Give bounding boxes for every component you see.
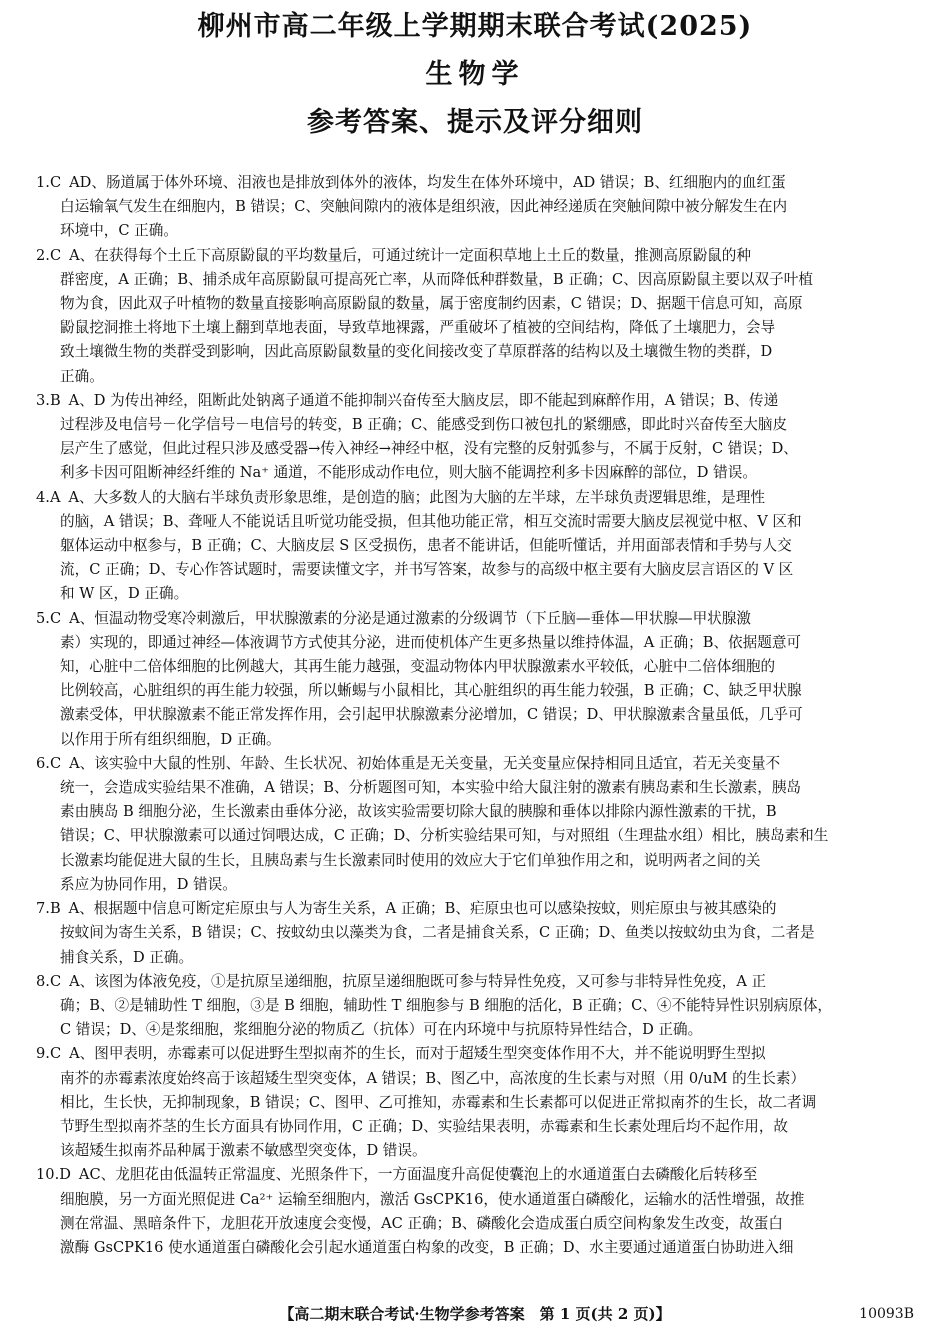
answer-line [36, 486, 914, 510]
explanation-text: 利多卡因可阻断神经纤维的 Na⁺ 通道，不能形成动作电位，则大脑不能调控利多卡因麻醉的部位，D 错误。 [60, 464, 757, 482]
explanation-text: 捕食关系，D 正确。 [60, 948, 194, 966]
answer-line [36, 849, 914, 873]
explanation-text: 鼢鼠挖洞推土将地下土壤上翻到草地表面，导致草地裸露，严重破坏了植被的空间结构，降低了土壤肥力，会导 [60, 319, 776, 337]
answer-line [36, 1018, 914, 1042]
answer-key: C [49, 1045, 62, 1063]
answer-line [36, 582, 914, 606]
question-number: 7. [36, 900, 50, 918]
explanation-text: AD、肠道属于体外环境、泪液也是排放到体外的液体，均发生在体外环境中，AD 错误；B、红细胞内的血红蛋 [69, 174, 786, 191]
answer-line [36, 728, 914, 752]
answer-line [36, 873, 914, 897]
answer-key: C [49, 174, 62, 191]
answer-key: C [49, 609, 62, 627]
answer-line [36, 824, 914, 848]
explanation-text: 激素受体，甲状腺激素不能正常发挥作用，会引起甲状腺激素分泌增加，C 错误；D、甲状腺激素含量虽低，几乎可 [60, 706, 803, 724]
answer-line [36, 679, 914, 703]
answer-line [36, 921, 914, 945]
answer-line [36, 994, 914, 1018]
explanation-text: 过程涉及电信号－化学信号－电信号的转变，B 正确；C、能感受到伤口被包扎的紧绷感，即此时兴奋传至大脑皮 [60, 416, 788, 434]
answer-item [36, 244, 914, 389]
explanation-text: A、根据题中信息可断定疟原虫与人为寄生关系，A 正确；B、疟原虫也可以感染按蚊，则疟原虫与被其感染的 [68, 900, 777, 918]
answer-line [36, 655, 914, 679]
answer-line [36, 340, 914, 364]
answer-line [36, 703, 914, 727]
page-footer [0, 1300, 950, 1328]
explanation-text: 物为食，因此双子叶植物的数量直接影响高原鼢鼠的数量，属于密度制约因素，C 错误；D、据题干信息可知，高原 [60, 295, 803, 313]
explanation-text: 节野生型拟南芥茎的生长方面具有协同作用，C 正确；D、实验结果表明，赤霉素和生长素处理后均不起作用，故 [60, 1117, 789, 1135]
answer-line [36, 1042, 914, 1066]
question-number: 2. [36, 246, 50, 264]
explanation-text: A、恒温动物受寒冷刺激后，甲状腺激素的分泌是通过激素的分级调节（下丘脑—垂体—甲状腺—甲状腺激 [69, 609, 751, 627]
explanation-text: 层产生了感觉，但此过程只涉及感受器→传入神经→神经中枢，没有完整的反射弧参与，不属于反射，C 错误；D、 [60, 440, 798, 458]
answer-line [36, 1115, 914, 1139]
subject-title: 生物学 [425, 59, 525, 90]
answer-line [36, 607, 914, 631]
explanation-text: 确；B、②是辅助性 T 细胞，③是 B 细胞，辅助性 T 细胞参与 B 细胞的活化，B 正确；C、④不能特异性识别病原体， [60, 996, 833, 1014]
answer-line [36, 437, 914, 461]
explanation-text: 正确。 [60, 367, 104, 385]
explanation-text: 躯体运动中枢参与，B 正确；C、大脑皮层 S 区受损伤，患者不能讲话，但能听懂话，并用面部表情和手势与人交 [60, 537, 792, 555]
answer-line [36, 631, 914, 655]
answer-key: C [49, 972, 62, 990]
answer-line [36, 897, 914, 921]
answer-item [36, 752, 914, 897]
answer-line [36, 946, 914, 970]
answer-line [36, 1091, 914, 1115]
explanation-text: 统一，会造成实验结果不准确，A 错误；B、分析题图可知，本实验中给大鼠注射的激素有胰岛素和生长激素，胰岛 [60, 779, 802, 797]
explanation-text: 群密度，A 正确；B、捕杀成年高原鼢鼠可提高死亡率，从而降低种群数量，B 正确；C、因高原鼢鼠主要以双子叶植 [60, 270, 813, 288]
answer-line [36, 970, 914, 994]
question-number: 5. [36, 609, 50, 627]
answer-item [36, 389, 914, 486]
answer-key: B [49, 391, 61, 409]
answer-item [36, 1042, 914, 1163]
explanation-text: 环境中，C 正确。 [60, 222, 178, 240]
answer-key: D [59, 1166, 71, 1184]
explanation-text: 比例较高，心脏组织的再生能力较强，所以蜥蜴与小鼠相比，其心脏组织的再生能力较强，B 正确；C、缺乏甲状腺 [60, 682, 802, 700]
answer-item [36, 970, 914, 1043]
answer-item [36, 607, 914, 752]
explanation-text: 南芥的赤霉素浓度始终高于该超矮生型突变体，A 错误；B、图乙中，高浓度的生长素与对照（用 0/uM 的生长素） [60, 1069, 806, 1087]
explanation-text: 相比，生长快，无抑制现象，B 错误；C、图甲、乙可推知，赤霉素和生长素都可以促进正常拟南芥的生长，故二者调 [60, 1093, 817, 1111]
answer-line [36, 268, 914, 292]
answer-line [36, 1067, 914, 1091]
explanation-text: 以作用于所有组织细胞，D 正确。 [60, 730, 281, 748]
answer-item [36, 897, 914, 970]
question-number: 4. [36, 488, 50, 506]
explanation-text: 的脑，A 错误；B、聋哑人不能说话且听觉功能受损，但其他功能正常，相互交流时需要大脑皮层视觉中枢、V 区和 [60, 512, 802, 530]
answer-item [36, 171, 914, 244]
footer-doc-code: 10093B [859, 1306, 914, 1322]
answer-line [36, 776, 914, 800]
explanation-text: 素）实现的，即通过神经—体液调节方式使其分泌，进而使机体产生更多热量以维持体温，A 正确；B、依据题意可 [60, 633, 802, 651]
explanation-text: 细胞膜，另一方面光照促进 Ca²⁺ 运输至细胞内，激活 GsCPK16，使水通道蛋白磷酸化，运输水的活性增强，故推 [60, 1190, 805, 1208]
answer-key: B [49, 900, 61, 918]
answer-line [36, 219, 914, 243]
explanation-text: 激酶 GsCPK16 使水通道蛋白磷酸化会引起水通道蛋白构象的改变，B 正确；D、水主要通过通道蛋白协助进入细 [60, 1238, 794, 1256]
explanation-text: 和 W 区，D 正确。 [60, 585, 189, 603]
explanation-text: 知，心脏中二倍体细胞的比例越大，其再生能力越强，变温动物体内甲状腺激素水平较低，心脏中二倍体细胞的 [60, 658, 776, 676]
explanation-text: 素由胰岛 B 细胞分泌，生长激素由垂体分泌，故该实验需要切除大鼠的胰腺和垂体以排除内源性激素的干扰，B [60, 803, 777, 821]
answer-line [36, 292, 914, 316]
question-number: 3. [36, 391, 50, 409]
answer-key: C [49, 246, 62, 264]
answer-line [36, 1163, 914, 1187]
answer-item [36, 1163, 914, 1260]
answer-line [36, 1236, 914, 1260]
answer-item [36, 486, 914, 607]
answer-line [36, 461, 914, 485]
answer-line [36, 365, 914, 389]
explanation-text: A、在获得每个土丘下高原鼢鼠的平均数量后，可通过统计一定面积草地上土丘的数量，推测高原鼢鼠的种 [69, 246, 751, 264]
answer-line [36, 1212, 914, 1236]
explanation-text: 该超矮生拟南芥品种属于激素不敏感型突变体，D 错误。 [60, 1142, 427, 1160]
answer-line [36, 1139, 914, 1163]
document-subtitle: 参考答案、提示及评分细则 [307, 107, 643, 138]
question-number: 1. [36, 174, 50, 191]
answer-key: A [49, 488, 61, 506]
answer-key: C [49, 754, 62, 772]
question-number: 10. [36, 1166, 60, 1184]
explanation-text: A、该实验中大鼠的性别、年龄、生长状况、初始体重是无关变量，无关变量应保持相同且适宜，若无关变量不 [69, 754, 781, 772]
answer-line [36, 1188, 914, 1212]
answer-line [36, 534, 914, 558]
answer-list [36, 171, 914, 1260]
explanation-text: 系应为协同作用，D 错误。 [60, 875, 237, 893]
answer-line [36, 413, 914, 437]
explanation-text: A、该图为体液免疫，①是抗原呈递细胞，抗原呈递细胞既可参与特异性免疫，又可参与非特异性免疫，A 正 [69, 972, 767, 990]
answer-line [36, 800, 914, 824]
answer-line [36, 244, 914, 268]
footer-page-info: 【高二期末联合考试·生物学参考答案 第 1 页(共 2 页)】 [279, 1305, 671, 1323]
exam-title: 柳州市高二年级上学期期末联合考试(2025) [197, 11, 753, 42]
explanation-text: 流，C 正确；D、专心作答试题时，需要读懂文字，并书写答案，故参与的高级中枢主要有大脑皮层言语区的 V 区 [60, 561, 794, 579]
explanation-text: A、D 为传出神经，阻断此处钠离子通道不能抑制兴奋传至大脑皮层，即不能起到麻醉作用，A 错误；B、传递 [68, 391, 779, 409]
question-number: 9. [36, 1045, 50, 1063]
explanation-text: 致土壤微生物的类群受到影响，因此高原鼢鼠数量的变化间接改变了草原群落的结构以及土壤微生物的类群，D [60, 343, 773, 361]
answer-line [36, 195, 914, 219]
answer-line [36, 171, 914, 195]
explanation-text: A、大多数人的大脑右半球负责形象思维，是创造的脑；此图为大脑的左半球，左半球负责逻辑思维，是理性 [68, 488, 765, 506]
question-number: 8. [36, 972, 50, 990]
answer-line [36, 752, 914, 776]
question-number: 6. [36, 754, 50, 772]
explanation-text: C 错误；D、④是浆细胞，浆细胞分泌的物质乙（抗体）可在内环境中与抗原特异性结合，D 正确。 [60, 1021, 703, 1039]
answer-line [36, 316, 914, 340]
explanation-text: 错误；C、甲状腺激素可以通过饲喂达成，C 正确；D、分析实验结果可知，与对照组（生理盐水组）相比，胰岛素和生 [60, 827, 829, 845]
answer-line [36, 558, 914, 582]
answer-line [36, 389, 914, 413]
explanation-text: A、图甲表明，赤霉素可以促进野生型拟南芥的生长，而对于超矮生型突变体作用不大，并不能说明野生型拟 [69, 1045, 766, 1063]
explanation-text: AC、龙胆花由低温转正常温度、光照条件下，一方面温度升高促使囊泡上的水通道蛋白去磷酸化后转移至 [78, 1166, 758, 1184]
explanation-text: 测在常温、黑暗条件下，龙胆花开放速度会变慢，AC 正确；B、磷酸化会造成蛋白质空间构象发生改变，故蛋白 [60, 1214, 783, 1232]
explanation-text: 白运输氧气发生在细胞内，B 错误；C、突触间隙内的液体是组织液，因此神经递质在突触间隙中被分解发生在内 [60, 198, 788, 216]
explanation-text: 长激素均能促进大鼠的生长，且胰岛素与生长激素同时使用的效应大于它们单独作用之和，说明两者之间的关 [60, 851, 761, 869]
answer-line [36, 510, 914, 534]
explanation-text: 按蚊间为寄生关系，B 错误；C、按蚊幼虫以藻类为食，二者是捕食关系，C 正确；D、鱼类以按蚊幼虫为食，二者是 [60, 924, 815, 942]
